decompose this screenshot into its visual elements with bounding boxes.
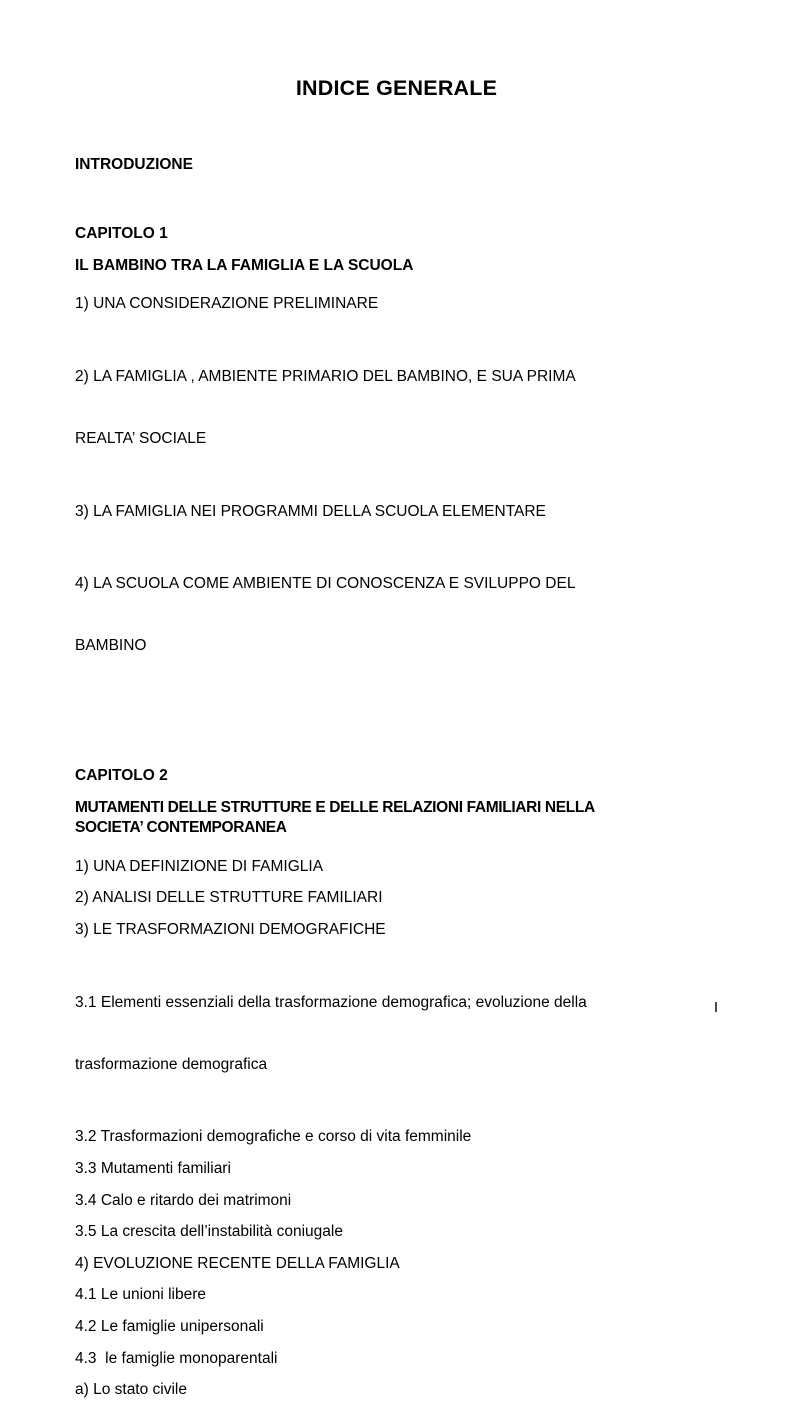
section-heading-introduzione: INTRODUZIONE: [75, 155, 193, 173]
chapter-title-2: [75, 798, 718, 839]
toc-entry[interactable]: 1) UNA CONSIDERAZIONE PRELIMINARE: [75, 295, 379, 313]
chapter-title-line: MUTAMENTI DELLE STRUTTURE E DELLE RELAZIONI FAMILIARI NELLA: [75, 798, 595, 816]
page-title: INDICE GENERALE: [295, 76, 498, 100]
toc-entry-line: BAMBINO: [75, 637, 147, 655]
chapter-label-2: CAPITOLO 2: [75, 767, 168, 785]
toc-entry[interactable]: 4.2 Le famiglie unipersonali: [75, 1318, 264, 1336]
toc-entry[interactable]: 3) LE TRASFORMAZIONI DEMOGRAFICHE: [75, 920, 386, 938]
toc-entry[interactable]: 4) EVOLUZIONE RECENTE DELLA FAMIGLIA: [75, 1254, 400, 1272]
chapter-block-1: [75, 174, 718, 698]
toc-entry-line: 2) LA FAMIGLIA , AMBIENTE PRIMARIO DEL BAMBINO, E SUA PRIMA: [75, 367, 576, 385]
page-content: [75, 0, 718, 1401]
toc-entry[interactable]: [75, 941, 718, 1117]
toc-entry[interactable]: 3.3 Mutamenti familiari: [75, 1160, 231, 1178]
toc-entry-line: trasformazione demografica: [75, 1055, 268, 1073]
chapter-label-1: CAPITOLO 1: [75, 225, 168, 243]
toc-entry[interactable]: 1) UNA DEFINIZIONE DI FAMIGLIA: [75, 857, 324, 875]
toc-entry[interactable]: 3.4 Calo e ritardo dei matrimoni: [75, 1191, 292, 1209]
toc-entry[interactable]: a) Lo stato civile: [75, 1381, 187, 1399]
toc-entry[interactable]: 3.2 Trasformazioni demografiche e corso di vita femminile: [75, 1128, 472, 1146]
chapter-title-1: IL BAMBINO TRA LA FAMIGLIA E LA SCUOLA: [75, 256, 414, 274]
toc-entry[interactable]: 2) ANALISI DELLE STRUTTURE FAMILIARI: [75, 889, 383, 907]
toc-entry[interactable]: 4.3 le famiglie monoparentali: [75, 1349, 278, 1367]
toc-entry-line: 4) LA SCUOLA COME AMBIENTE DI CONOSCENZA E SVILUPPO DEL: [75, 575, 576, 593]
chapter-block-2: [75, 698, 718, 1401]
toc-entry[interactable]: [75, 315, 718, 491]
chapter-title-line: SOCIETA’ CONTEMPORANEA: [75, 819, 287, 837]
toc-entry[interactable]: [75, 522, 718, 698]
toc-entry-line: 3.1 Elementi essenziali della trasformazione demografica; evoluzione della: [75, 993, 587, 1011]
toc-entry[interactable]: 4.1 Le unioni libere: [75, 1286, 206, 1304]
toc-entry-line: REALTA’ SOCIALE: [75, 429, 207, 447]
toc-entry[interactable]: 3) LA FAMIGLIA NEI PROGRAMMI DELLA SCUOLA ELEMENTARE: [75, 502, 546, 520]
toc-entry[interactable]: 3.5 La crescita dell’instabilità coniugale: [75, 1223, 343, 1241]
page-number: I: [713, 999, 718, 1016]
